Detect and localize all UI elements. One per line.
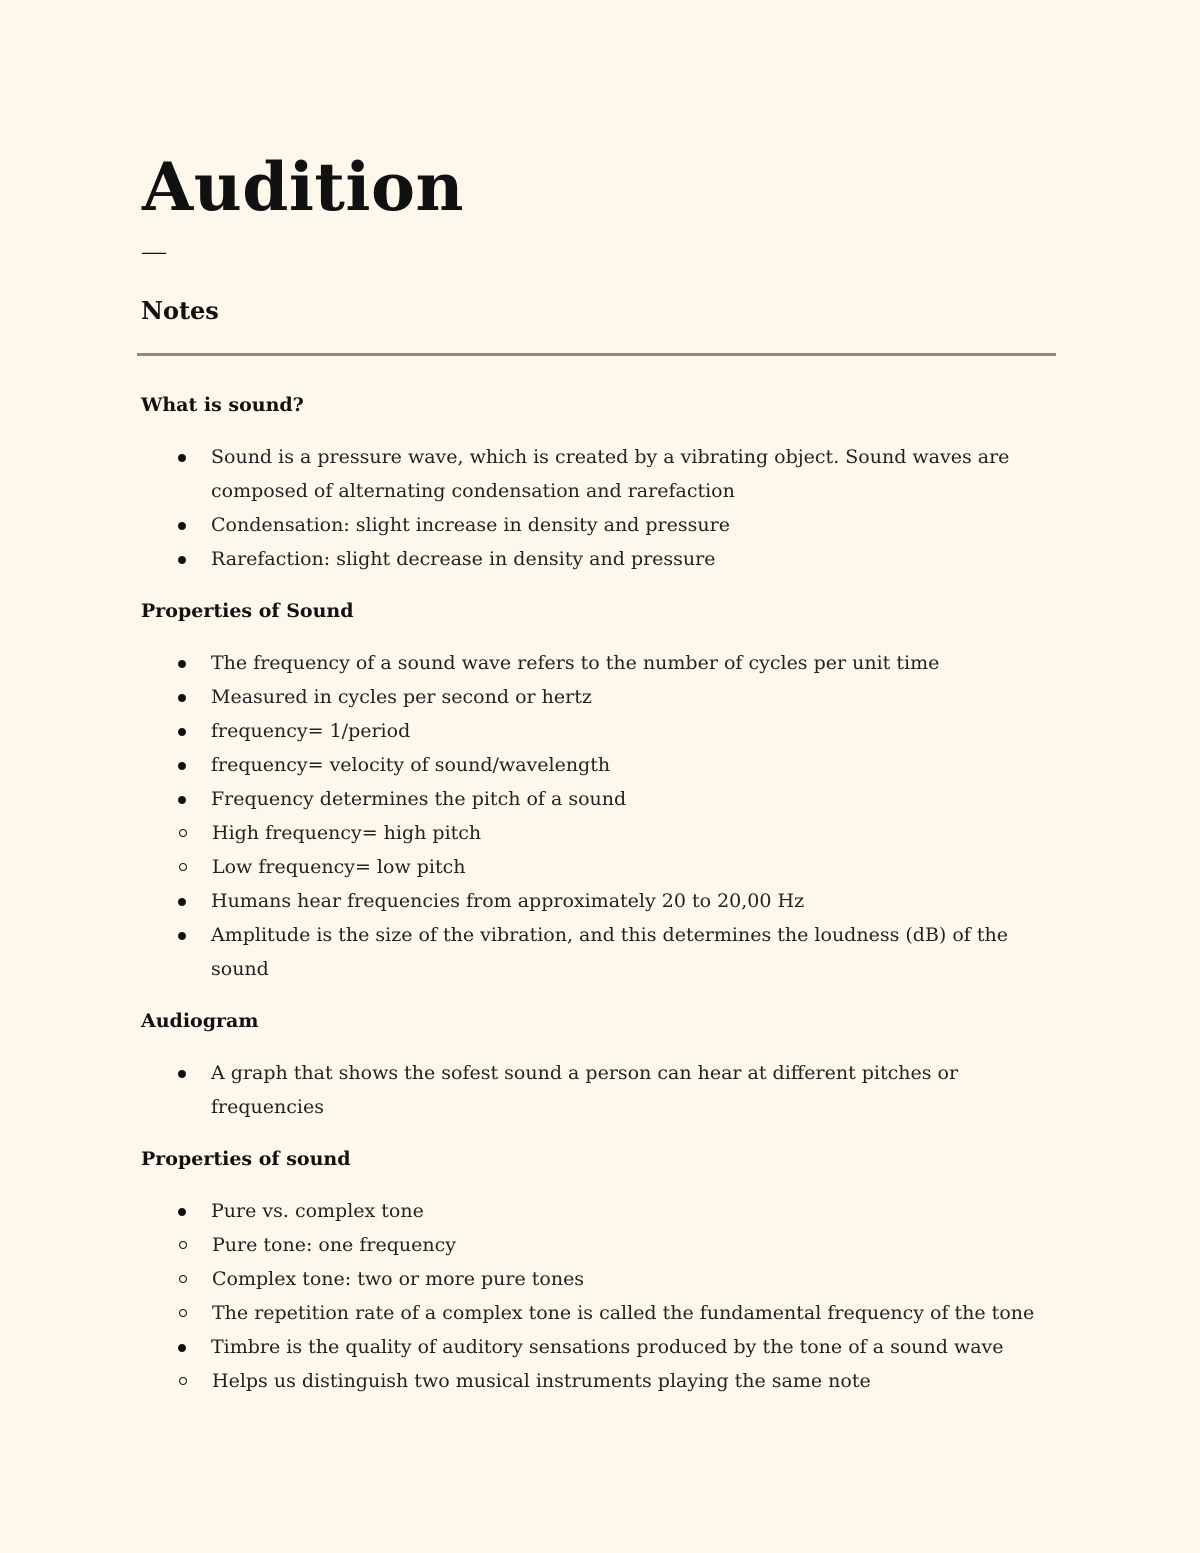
list-item-text: A graph that shows the sofest sound a person can hear at different pitches or frequencies — [211, 1062, 959, 1118]
sub-list-item-text: Pure tone: one frequency — [212, 1234, 456, 1256]
list-item — [141, 884, 1061, 918]
sub-list — [141, 1364, 1061, 1398]
section-heading: What is sound? — [141, 394, 304, 416]
list-item — [141, 508, 1061, 542]
bullet-dot-icon — [178, 1344, 186, 1352]
bullet-dot-icon — [178, 932, 186, 940]
bullet-dot-icon — [178, 728, 186, 736]
section-heading: Audiogram — [141, 1010, 259, 1032]
horizontal-rule — [137, 353, 1056, 356]
list-item — [141, 440, 1061, 508]
document-title: Audition — [142, 148, 464, 226]
hollow-bullet-icon — [179, 1377, 187, 1385]
title-dash: — — [142, 239, 166, 265]
list-item-text: Timbre is the quality of auditory sensations produced by the tone of a sound wave — [211, 1336, 1004, 1358]
list-item — [141, 918, 1061, 986]
document-subtitle: Notes — [141, 296, 219, 325]
bullet-list — [141, 440, 1061, 576]
list-item — [141, 782, 1061, 816]
bullet-dot-icon — [178, 796, 186, 804]
notes-content — [141, 389, 1061, 1417]
bullet-dot-icon — [178, 1208, 186, 1216]
bullet-list — [141, 646, 1061, 986]
sub-list-item-text: The repetition rate of a complex tone is called the fundamental frequency of the tone — [212, 1302, 1035, 1324]
list-item-text: Humans hear frequencies from approximately 20 to 20,00 Hz — [211, 890, 805, 912]
hollow-bullet-icon — [179, 1309, 187, 1317]
sub-list-item — [141, 1296, 1061, 1330]
hollow-bullet-icon — [179, 829, 187, 837]
list-item — [141, 646, 1061, 680]
sub-list-item-text: High frequency= high pitch — [212, 822, 482, 844]
bullet-dot-icon — [178, 694, 186, 702]
bullet-dot-icon — [178, 660, 186, 668]
sub-list-item — [141, 816, 1061, 850]
sub-list — [141, 1228, 1061, 1330]
section-heading: Properties of sound — [141, 1148, 351, 1170]
bullet-dot-icon — [178, 898, 186, 906]
sub-list-item — [141, 1262, 1061, 1296]
bullet-dot-icon — [178, 1070, 186, 1078]
list-item — [141, 1194, 1061, 1228]
list-item — [141, 1056, 1061, 1124]
section-heading: Properties of Sound — [141, 600, 354, 622]
list-item — [141, 748, 1061, 782]
sub-list-item-text: Helps us distinguish two musical instruments playing the same note — [212, 1370, 871, 1392]
list-item-text: Frequency determines the pitch of a sound — [211, 788, 627, 810]
hollow-bullet-icon — [179, 1241, 187, 1249]
sub-list-item — [141, 1228, 1061, 1262]
sub-list-item — [141, 1364, 1061, 1398]
list-item-text: Pure vs. complex tone — [211, 1200, 424, 1222]
list-item-text: Amplitude is the size of the vibration, and this determines the loudness (dB) of the sound — [211, 924, 1008, 980]
bullet-dot-icon — [178, 556, 186, 564]
sub-list-item — [141, 850, 1061, 884]
sub-list-item-text: Complex tone: two or more pure tones — [212, 1268, 585, 1290]
list-item — [141, 714, 1061, 748]
sub-list-item-text: Low frequency= low pitch — [212, 856, 466, 878]
list-item — [141, 680, 1061, 714]
list-item-text: Condensation: slight increase in density and pressure — [211, 514, 730, 536]
bullet-dot-icon — [178, 762, 186, 770]
hollow-bullet-icon — [179, 863, 187, 871]
sub-list — [141, 816, 1061, 884]
bullet-dot-icon — [178, 454, 186, 462]
bullet-list — [141, 1194, 1061, 1398]
list-item — [141, 542, 1061, 576]
bullet-list — [141, 1056, 1061, 1124]
list-item — [141, 1330, 1061, 1364]
list-item-text: The frequency of a sound wave refers to the number of cycles per unit time — [211, 652, 940, 674]
bullet-dot-icon — [178, 522, 186, 530]
hollow-bullet-icon — [179, 1275, 187, 1283]
list-item-text: Rarefaction: slight decrease in density and pressure — [211, 548, 716, 570]
list-item-text: frequency= 1/period — [211, 720, 411, 742]
list-item-text: frequency= velocity of sound/wavelength — [211, 754, 611, 776]
list-item-text: Sound is a pressure wave, which is created by a vibrating object. Sound waves are composed of alternating condensation and rarefaction — [211, 446, 1010, 502]
list-item-text: Measured in cycles per second or hertz — [211, 686, 592, 708]
